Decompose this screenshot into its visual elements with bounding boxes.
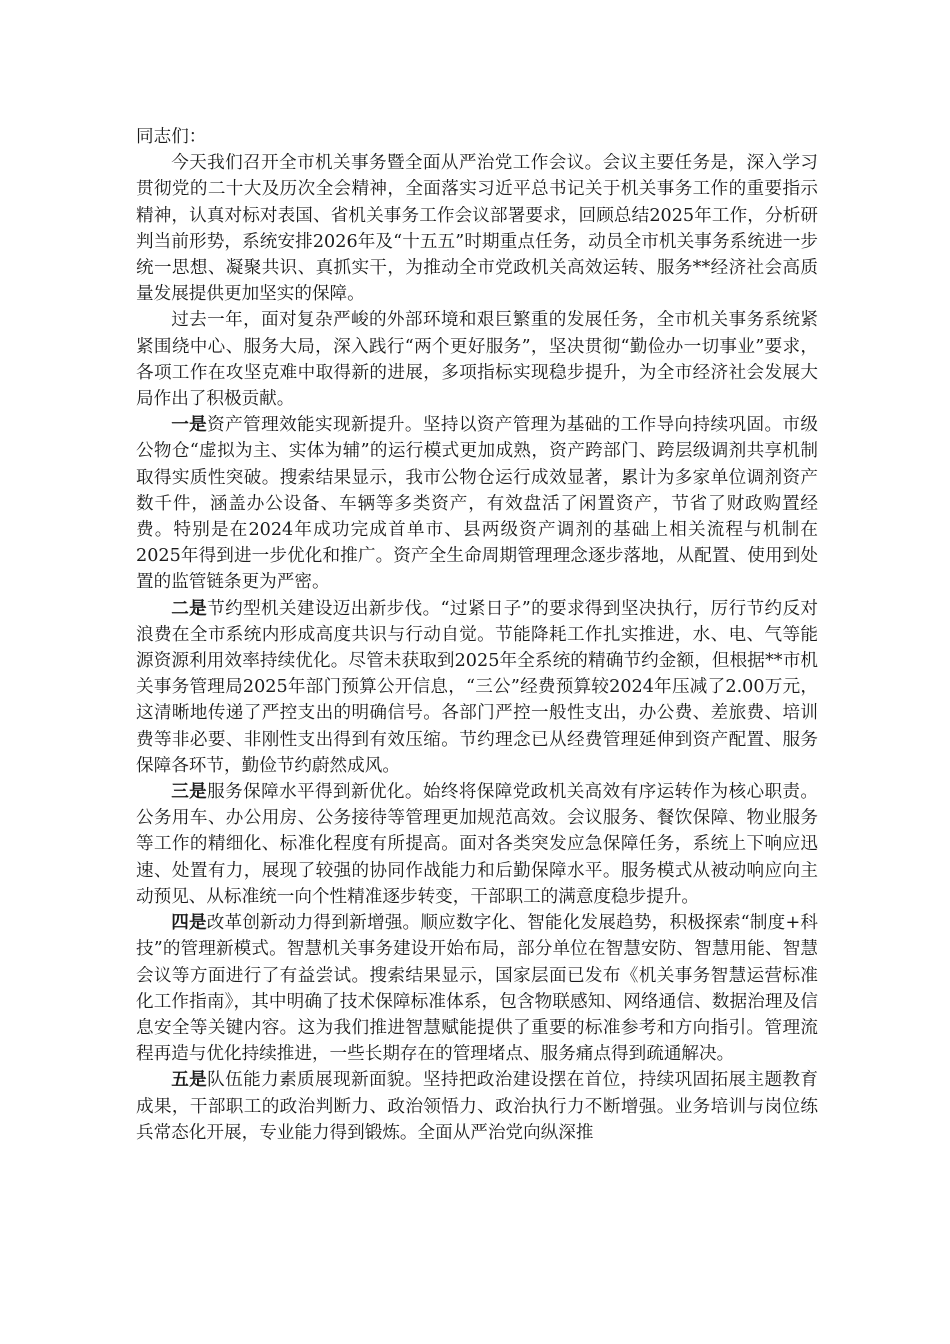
paragraph-point-1: [136, 412, 818, 595]
paragraph-point-3: [136, 779, 818, 910]
paragraph-text: 节约型机关建设迈出新步伐。“过紧日子”的要求得到坚决执行，厉行节约反对浪费在全市系统内形成高度共识与行动自觉。节能降耗工作扎实推进，水、电、气等能源资源利用效率持续优化。尽管未获取到2025年全系统的精确节约金额，但根据**市机关事务管理局2025年部门预算公开信息，“三公”经费预算较2024年压减了2.00万元，这清晰地传递了严控支出的明确信号。各部门严控一般性支出，办公费、差旅费、培训费等非必要、非刚性支出得到有效压缩。节约理念已从经费管理延伸到资产配置、服务保障各环节，勤俭节约蔚然成风。: [136, 598, 818, 776]
point-lead: 四是: [171, 912, 207, 934]
greeting: 同志们：: [136, 127, 207, 147]
paragraph-point-4: [136, 910, 818, 1067]
paragraph-text: 服务保障水平得到新优化。始终将保障党政机关高效有序运转作为核心职责。公务用车、办公用房、公务接待等管理更加规范高效。会议服务、餐饮保障、物业服务等工作的精细化、标准化程度有所提高。面对各类突发应急保障任务，系统上下响应迅速、处置有力，展现了较强的协同作战能力和后勤保障水平。服务模式从被动响应向主动预见、从标准统一向个性精准逐步转变，干部职工的满意度稳步提升。: [136, 782, 818, 907]
paragraph-point-2: [136, 596, 818, 779]
paragraph-review: [136, 307, 818, 412]
paragraph-opening: [136, 150, 818, 307]
document-body: [136, 124, 818, 1146]
paragraph-point-5: [136, 1067, 818, 1146]
paragraph-text: 今天我们召开全市机关事务暨全面从严治党工作会议。会议主要任务是，深入学习贯彻党的二十大及历次全会精神，全面落实习近平总书记关于机关事务工作的重要指示精神，认真对标对表国、省机关事务工作会议部署要求，回顾总结2025年工作，分析研判当前形势，系统安排2026年及“十五五”时期重点任务，动员全市机关事务系统进一步统一思想、凝聚共识、真抓实干，为推动全市党政机关高效运转、服务**经济社会高质量发展提供更加坚实的保障。: [136, 153, 818, 305]
paragraph-text: 改革创新动力得到新增强。顺应数字化、智能化发展趋势，积极探索“制度+科技”的管理新模式。智慧机关事务建设开始布局，部分单位在智慧安防、智慧用能、智慧会议等方面进行了有益尝试。搜索结果显示，国家层面已发布《机关事务智慧运营标准化工作指南》，其中明确了技术保障标准体系，包含物联感知、网络通信、数据治理及信息安全等关键内容。这为我们推进智慧赋能提供了重要的标准参考和方向指引。管理流程再造与优化持续推进，一些长期存在的管理堵点、服务痛点得到疏通解决。: [136, 913, 818, 1065]
point-lead: 二是: [171, 597, 208, 619]
point-lead: 三是: [171, 781, 208, 803]
paragraph-text: 过去一年，面对复杂严峻的外部环境和艰巨繁重的发展任务，全市机关事务系统紧紧围绕中心、服务大局，深入践行“两个更好服务”，坚决贯彻“勤俭办一切事业”要求，各项工作在攻坚克难中取得新的进展，多项指标实现稳步提升，为全市经济社会发展大局作出了积极贡献。: [136, 310, 818, 410]
paragraph-text: 队伍能力素质展现新面貌。坚持把政治建设摆在首位，持续巩固拓展主题教育成果，干部职工的政治判断力、政治领悟力、政治执行力不断增强。业务培训与岗位练兵常态化开展，专业能力得到锻炼。全面从严治党向纵深推: [136, 1070, 818, 1143]
paragraph-text: 资产管理效能实现新提升。坚持以资产管理为基础的工作导向持续巩固。市级公物仓“虚拟为主、实体为辅”的运行模式更加成熟，资产跨部门、跨层级调剂共享机制取得实质性突破。搜索结果显示，我市公物仓运行成效显著，累计为多家单位调剂资产数千件，涵盖办公设备、车辆等多类资产，有效盘活了闲置资产，节省了财政购置经费。特别是在2024年成功完成首单市、县两级资产调剂的基础上相关流程与机制在2025年得到进一步优化和推广。资产全生命周期管理理念逐步落地，从配置、使用到处置的监管链条更为严密。: [136, 415, 818, 593]
point-lead: 五是: [171, 1069, 208, 1091]
point-lead: 一是: [171, 414, 208, 436]
